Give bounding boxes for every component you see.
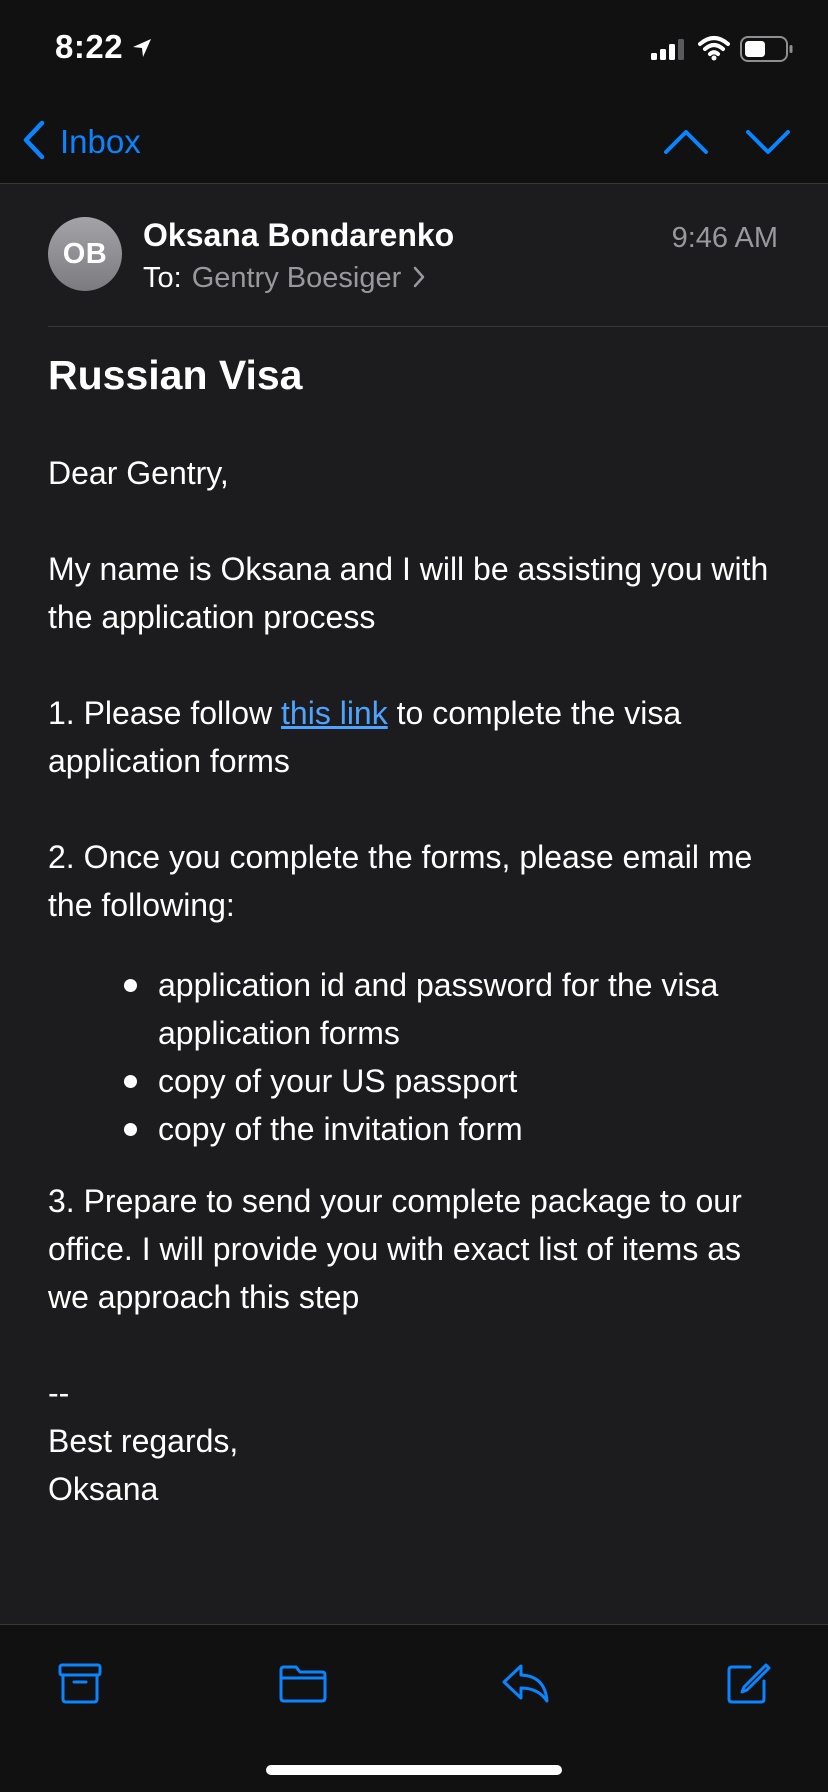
back-label: Inbox [60,123,141,160]
signal-icon [651,38,687,65]
to-label: To: [143,262,182,294]
status-bar [0,0,828,100]
list-item: application id and password for the visa application forms [158,961,788,1057]
chevron-left-icon [22,120,46,165]
wifi-icon [698,35,730,66]
location-arrow-icon [132,38,152,63]
signature-separator: -- [48,1375,70,1411]
email-timestamp: 9:46 AM [671,222,778,254]
compose-icon [724,1659,772,1712]
visa-form-link[interactable]: this link [281,695,388,731]
next-message-button[interactable] [742,122,794,162]
battery-icon [740,36,794,67]
recipient-name: Gentry Boesiger [191,262,402,294]
sender-name[interactable]: Oksana Bondarenko [143,217,455,253]
previous-message-button[interactable] [660,122,712,162]
move-to-folder-button[interactable] [273,1655,333,1715]
archive-icon [57,1661,103,1710]
header-divider [48,326,828,327]
chevron-up-icon [660,149,712,166]
intro-paragraph: My name is Oksana and I will be assisting you with the application process [48,551,769,635]
list-item: copy of the invitation form [158,1105,788,1153]
status-time: 8:22 [55,28,124,65]
email-subject: Russian Visa [48,352,303,398]
reply-icon [501,1661,551,1710]
step-1-text-before: 1. Please follow [48,695,282,731]
step-2-paragraph: 2. Once you complete the forms, please email me the following: [48,839,753,923]
folder-icon [278,1662,328,1709]
signature-name: Oksana [48,1471,159,1507]
step-1-paragraph [48,689,788,785]
sender-avatar[interactable]: OB [48,217,122,291]
home-indicator[interactable] [266,1765,562,1775]
back-to-inbox-button[interactable] [22,120,141,164]
greeting: Dear Gentry, [48,455,229,491]
reply-button[interactable] [496,1655,556,1715]
email-body [48,449,788,1513]
archive-button[interactable] [50,1655,110,1715]
compose-button[interactable] [718,1655,778,1715]
signature-regards: Best regards, [48,1423,239,1459]
chevron-down-icon [742,149,794,166]
chevron-right-icon [413,263,425,296]
step-1-text-after: to complete the visa application forms [48,695,682,779]
step-3-paragraph: 3. Prepare to send your complete package to our office. I will provide you with exact list of items as we approach this step [48,1183,742,1315]
requirements-list [48,961,788,1153]
recipient-row[interactable] [143,261,425,296]
list-item: copy of your US passport [158,1057,788,1105]
navigation-bar [0,100,828,184]
